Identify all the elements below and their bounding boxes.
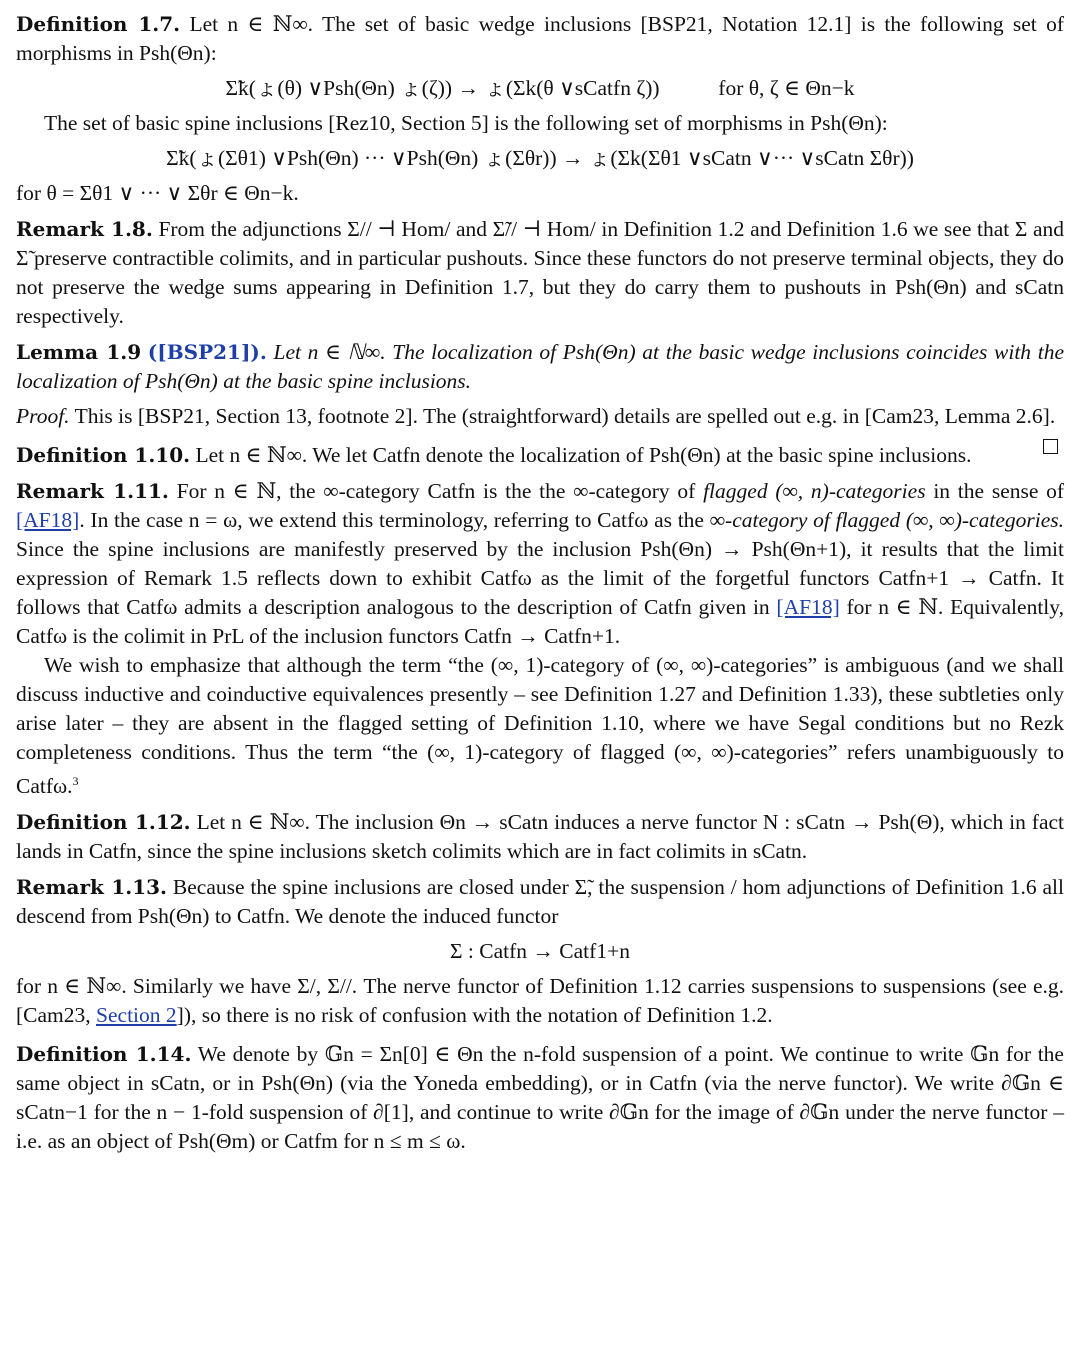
remark-1-13-text-2b: ]), so there is no risk of confusion with the notation of Definition 1.2. <box>176 1003 773 1028</box>
remark-1-13-continued <box>16 972 1064 1030</box>
definition-1-10-text: Let n ∈ ℕ∞. We let Catfn denote the localization of Psh(Θn) at the basic spine inclusions. <box>195 443 972 467</box>
remark-1-11-text-g: for n ∈ ℕ. Equivalently, Catfω is the colimit in PrL of the inclusion functors Catfn → Catfn+1. <box>16 595 1064 648</box>
spine-inclusion-condition: for θ = Σθ1 ∨ ··· ∨ Σθr ∈ Θn−k. <box>16 181 299 205</box>
remark-1-8-text: From the adjunctions Σ// ⊣ Hom/ and Σ̃// ⊣ Hom/ in Definition 1.2 and Definition 1.6 we see that Σ and Σ̃ preserve contractible colimits, and in particular pushouts. Since these functors do not preserve terminal objects, they do not preserve the wedge sums appearing in Definition 1.7, but they do carry them to pushouts in Psh(Θn) and sCatn respectively. <box>16 217 1064 328</box>
definition-1-7-text: Let n ∈ ℕ∞. The set of basic wedge inclusions [BSP21, Notation 12.1] is the following set of morphisms in Psh(Θn): <box>16 12 1064 65</box>
flagged-categories-term: flagged (∞, n)-categories <box>703 479 926 503</box>
footnote-marker[interactable]: 3 <box>72 774 79 788</box>
definition-1-14-label: Definition 1.14. <box>16 1042 192 1067</box>
definition-1-12-text: Let n ∈ ℕ∞. The inclusion Θn → sCatn induces a nerve functor N : sCatn → Psh(Θ), which in fact lands in Catfn, since the spine inclusions sketch colimits which are in fact colimits in sCatn. <box>16 810 1065 864</box>
definition-1-7-label: Definition 1.7. <box>16 12 181 36</box>
lemma-1-9-label: Lemma 1.9 <box>16 340 142 364</box>
remark-1-8-label: Remark 1.8. <box>16 217 153 241</box>
af18-link-2[interactable]: [AF18] <box>776 595 840 619</box>
definition-1-10 <box>16 441 1064 470</box>
proof-text: This is [BSP21, Section 13, footnote 2]. The (straightforward) details are spelled out e.g. in [Cam23, Lemma 2.6]. <box>74 404 1056 428</box>
remark-1-11-text-f: Since the spine inclusions are manifestly preserved by the inclusion Psh(Θn) → Psh(Θn+1), it results that the limit expression of Remark 1.5 reflects down to exhibit Catfω as the limit of the forgetful functors Catfn+1 → Catfn. It follows that Catfω admits a description analogous to the description of Catfn given in <box>16 537 1064 619</box>
af18-link-1[interactable]: [AF18] <box>16 508 80 532</box>
spine-inclusion-intro: The set of basic spine inclusions [Rez10, Section 5] is the following set of morphisms in Psh(Θn): <box>44 111 888 135</box>
definition-1-7 <box>16 10 1064 68</box>
remark-1-11-text-a: For n ∈ ℕ, the ∞-category Catfn is the the ∞-category of <box>176 479 696 503</box>
remark-1-11-label: Remark 1.11. <box>16 479 169 503</box>
definition-1-10-label: Definition 1.10. <box>16 443 191 467</box>
suspension-functor-display: Σ : Catfn → Catf1+n <box>450 939 630 964</box>
remark-1-13-label: Remark 1.13. <box>16 875 167 900</box>
remark-1-11-text-d: . In the case n = ω, we extend this terminology, referring to Catfω as the <box>79 508 704 532</box>
definition-1-12-label: Definition 1.12. <box>16 810 191 835</box>
definition-1-14 <box>16 1040 1064 1156</box>
remark-1-8 <box>16 215 1064 331</box>
proof-1-9 <box>16 402 1064 431</box>
wedge-inclusion-formula <box>16 74 1064 103</box>
proof-label: Proof. <box>16 404 70 428</box>
remark-1-13-text-2a: for n ∈ ℕ∞. Similarly we have Σ/, Σ//. The nerve functor of Definition 1.12 carries suspensions to suspensions (see e.g. [Cam23, <box>16 974 1064 1028</box>
remark-1-11-text-c: in the sense of <box>933 479 1065 503</box>
wedge-inclusion-condition: for θ, ζ ∈ Θn−k <box>718 76 855 100</box>
qed-square-icon <box>1043 439 1058 454</box>
wedge-inclusion-display: Σ̃k(ょ(θ) ∨Psh(Θn) ょ(ζ)) → ょ(Σk(θ ∨sCatfn ζ)) <box>225 76 660 100</box>
remark-1-13-text: Because the spine inclusions are closed under Σ̃, the suspension / hom adjunctions of Definition 1.6 all descend from Psh(Θn) to Catfn. We denote the induced functor <box>16 875 1065 929</box>
flagged-infinity-term: ∞-category of flagged (∞, ∞)-categories. <box>709 508 1064 532</box>
lemma-1-9-citation[interactable]: ([BSP21]). <box>147 340 267 364</box>
definition-1-12 <box>16 808 1064 866</box>
remark-1-11-paragraph-2 <box>16 651 1064 801</box>
definition-1-14-text: We denote by 𝔾n = Σn[0] ∈ Θn the n-fold suspension of a point. We continue to write 𝔾n for the same object in sCatn, or in Psh(Θn) (via the Yoneda embedding), or in Catfn (via the nerve functor). We write ∂𝔾n ∈ sCatn−1 for the n − 1-fold suspension of ∂[1], and continue to write ∂𝔾n for the image of ∂𝔾n under the nerve functor – i.e. as an object of Psh(Θm) or Catfm for n ≤ m ≤ ω. <box>16 1042 1064 1154</box>
spine-inclusion-display: Σ̃k(ょ(Σθ1) ∨Psh(Θn) ··· ∨Psh(Θn) ょ(Σθr)) → ょ(Σk(Σθ1 ∨sCatn ∨··· ∨sCatn Σθr)) <box>166 146 914 170</box>
section-2-link[interactable]: Section 2 <box>96 1003 177 1028</box>
remark-1-11-text-p2: We wish to emphasize that although the term “the (∞, 1)-category of (∞, ∞)-categories” is ambiguous (and we shall discuss inductive and coinductive equivalences presently – see Definition 1.27 and Definition 1.33), these subtleties only arise later – they are absent in the flagged setting of Definition 1.10, where we have Segal conditions but no Rezk completeness conditions. Thus the term “the (∞, 1)-category of flagged (∞, ∞)-categories” refers unambiguously to Catfω. <box>16 653 1064 799</box>
lemma-1-9 <box>16 338 1064 396</box>
suspension-functor-formula <box>16 937 1064 966</box>
remark-1-11 <box>16 477 1064 651</box>
spine-inclusion-formula <box>16 144 1064 173</box>
lemma-1-9-statement: Let n ∈ ℕ∞. The localization of Psh(Θn) at the basic wedge inclusions coincides with the localization of Psh(Θn) at the basic spine inclusions. <box>16 340 1064 393</box>
remark-1-13 <box>16 873 1064 931</box>
